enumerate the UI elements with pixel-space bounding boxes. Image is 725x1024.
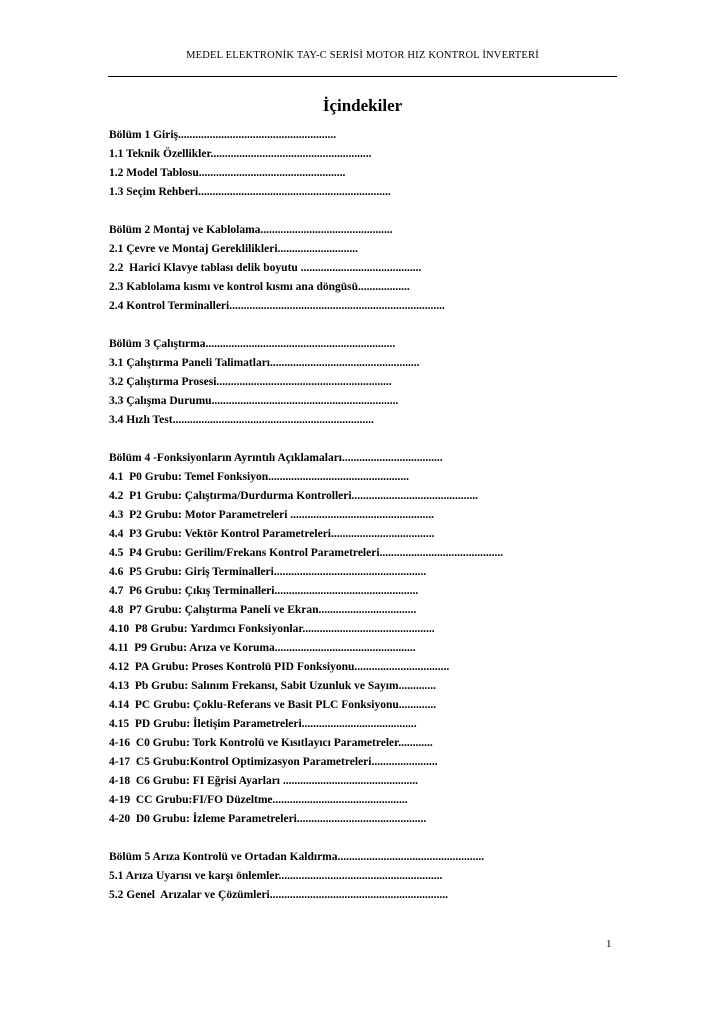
toc-entry[interactable]: 4.13 Pb Grubu: Salınım Frekansı, Sabit Uzunluk ve Sayım............. <box>109 680 436 692</box>
toc-entry[interactable]: 4-18 C6 Grubu: FI Eğrisi Ayarları ............................................... <box>109 775 419 787</box>
toc-group <box>109 126 669 202</box>
toc-title: İçindekiler <box>322 96 403 115</box>
toc-entry[interactable]: 3.4 Hızlı Test...................................................................... <box>109 414 374 426</box>
toc-entry[interactable]: Bölüm 1 Giriş....................................................... <box>109 129 337 141</box>
toc-group <box>109 221 669 316</box>
toc-group <box>109 449 669 829</box>
toc-entry[interactable]: 5.2 Genel Arızalar ve Çözümleri.............................................................. <box>109 889 448 901</box>
page-number: 1 <box>606 938 612 950</box>
toc-entry[interactable]: 4.1 P0 Grubu: Temel Fonksiyon................................................. <box>109 471 409 483</box>
header-rule <box>108 76 617 77</box>
toc-entry[interactable]: 4.5 P4 Grubu: Gerilim/Frekans Kontrol Parametreleri........................................... <box>109 547 504 559</box>
toc-entry[interactable]: 4.4 P3 Grubu: Vektör Kontrol Parametreleri.................................... <box>109 528 435 540</box>
toc-entry[interactable]: 1.2 Model Tablosu................................................... <box>109 167 346 179</box>
toc-entry[interactable]: Bölüm 2 Montaj ve Kablolama.............................................. <box>109 224 393 236</box>
toc-entry[interactable]: 4.11 P9 Grubu: Arıza ve Koruma................................................. <box>109 642 416 654</box>
toc-entry[interactable]: 4-17 C5 Grubu:Kontrol Optimizasyon Parametreleri....................... <box>109 756 438 768</box>
toc-entry[interactable]: 4-20 D0 Grubu: İzleme Parametreleri............................................. <box>109 813 427 825</box>
toc-entry[interactable]: 4.7 P6 Grubu: Çıkış Terminalleri.................................................. <box>109 585 419 597</box>
toc-entry[interactable]: 2.3 Kablolama kısmı ve kontrol kısmı ana döngüsü.................. <box>109 281 410 293</box>
toc-entry[interactable]: 4-16 C0 Grubu: Tork Kontrolü ve Kısıtlayıcı Parametreler............ <box>109 737 433 749</box>
toc-entry[interactable]: Bölüm 3 Çalıştırma.................................................................. <box>109 338 396 350</box>
toc-entry[interactable]: 2.2 Harici Klavye tablası delik boyutu .......................................... <box>109 262 422 274</box>
toc-entry[interactable]: 4.15 PD Grubu: İletişim Parametreleri........................................ <box>109 718 417 730</box>
toc-entry[interactable]: 4.8 P7 Grubu: Çalıştırma Paneli ve Ekran.................................. <box>109 604 417 616</box>
toc-entry[interactable]: 3.2 Çalıştırma Prosesi............................................................. <box>109 376 392 388</box>
toc-group <box>109 335 669 430</box>
toc-entry[interactable]: 4.2 P1 Grubu: Çalıştırma/Durdurma Kontrolleri............................................ <box>109 490 479 502</box>
toc-entry[interactable]: 1.1 Teknik Özellikler........................................................ <box>109 148 372 160</box>
toc-entry[interactable]: 3.1 Çalıştırma Paneli Talimatları.................................................... <box>109 357 420 369</box>
toc-entry[interactable]: 2.4 Kontrol Terminalleri........................................................................... <box>109 300 445 312</box>
toc-entry[interactable]: 5.1 Arıza Uyarısı ve karşı önlemler......................................................... <box>109 870 443 882</box>
toc-entry[interactable]: 3.3 Çalışma Durumu................................................................. <box>109 395 399 407</box>
toc-entry[interactable]: 4.3 P2 Grubu: Motor Parametreleri .................................................. <box>109 509 435 521</box>
table-of-contents <box>109 126 669 905</box>
toc-entry[interactable]: Bölüm 5 Arıza Kontrolü ve Ortadan Kaldırma................................................... <box>109 851 485 863</box>
toc-group <box>109 848 669 905</box>
running-header: MEDEL ELEKTRONİK TAY-C SERİSİ MOTOR HIZ KONTROL İNVERTERİ <box>186 50 539 61</box>
toc-entry[interactable]: Bölüm 4 -Fonksiyonların Ayrıntılı Açıklamaları................................... <box>109 452 443 464</box>
toc-entry[interactable]: 4.6 P5 Grubu: Giriş Terminalleri..................................................... <box>109 566 427 578</box>
toc-entry[interactable]: 4-19 CC Grubu:FI/FO Düzeltme............................................... <box>109 794 408 806</box>
toc-entry[interactable]: 4.12 PA Grubu: Proses Kontrolü PID Fonksiyonu................................. <box>109 661 450 673</box>
toc-entry[interactable]: 1.3 Seçim Rehberi................................................................... <box>109 186 391 198</box>
toc-entry[interactable]: 2.1 Çevre ve Montaj Gereklilikleri............................ <box>109 243 359 255</box>
toc-entry[interactable]: 4.10 P8 Grubu: Yardımcı Fonksiyonlar.............................................. <box>109 623 435 635</box>
toc-entry[interactable]: 4.14 PC Grubu: Çoklu-Referans ve Basit PLC Fonksiyonu............. <box>109 699 437 711</box>
